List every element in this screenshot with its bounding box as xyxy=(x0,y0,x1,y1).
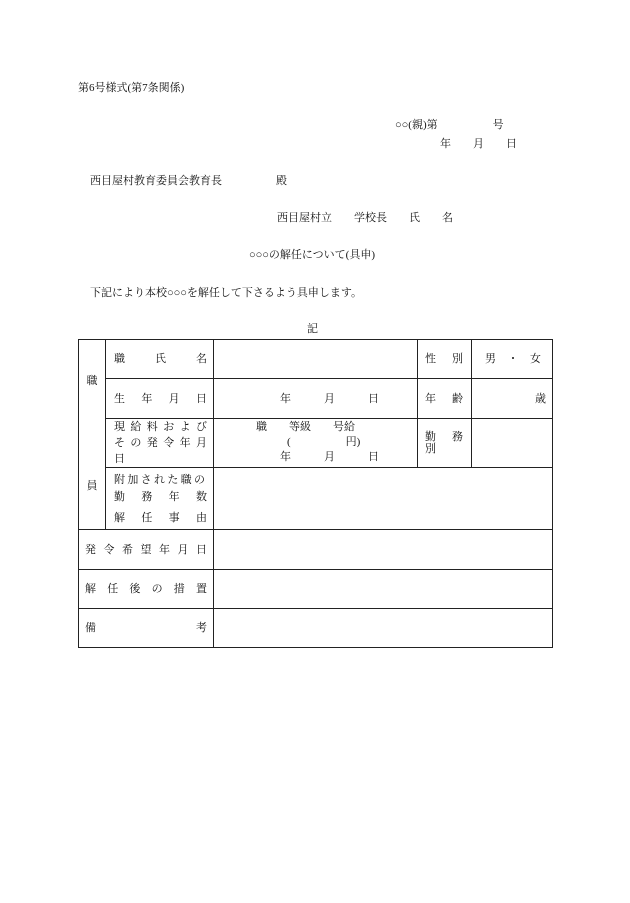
salary-label-cell xyxy=(106,419,214,468)
addressee-honorific: 殿 xyxy=(276,175,287,187)
salary-label-line-1: 現 給 料 お よ び xyxy=(114,421,207,433)
salary-value-date: 年 月 日 xyxy=(280,451,379,463)
sex-label: 性 別 xyxy=(425,353,463,365)
remarks-value-cell xyxy=(214,609,553,648)
additional-label-line-2: 勤 務 年 数 xyxy=(114,491,207,503)
age-unit: 歳 xyxy=(535,392,546,405)
staff-label-top: 職 xyxy=(86,375,98,387)
name-label-cell xyxy=(106,340,214,379)
table-row-post-dismissal xyxy=(79,570,553,609)
table-row-name xyxy=(79,340,553,379)
birth-value-cell xyxy=(214,379,418,419)
form-table xyxy=(78,339,553,648)
document-subject: ○○○の解任について(具申) xyxy=(248,249,376,261)
sender-line: 西目屋村立 学校長 氏 名 xyxy=(277,212,453,224)
salary-label-line-2: そ の 発 令 年 月 日 xyxy=(114,437,207,465)
name-value-cell xyxy=(214,340,418,379)
work-type-label: 勤 務 別 xyxy=(425,431,463,455)
birth-label-cell xyxy=(106,379,214,419)
staff-label-bottom: 員 xyxy=(86,480,98,492)
table-row-additional xyxy=(79,468,553,530)
post-dismissal-label: 解 任 後 の 措 置 xyxy=(85,583,207,595)
table-row-birth xyxy=(79,379,553,419)
remarks-label-cell xyxy=(79,609,214,648)
ki-heading: 記 xyxy=(307,323,318,335)
additional-label-cell xyxy=(106,468,214,530)
appointment-date-value-cell xyxy=(214,530,553,570)
additional-label-line-3: 解 任 事 由 xyxy=(114,512,207,524)
birth-value: 年 月 日 xyxy=(280,392,379,405)
appointment-date-label-cell xyxy=(79,530,214,570)
post-dismissal-value-cell xyxy=(214,570,553,609)
table-row-salary xyxy=(79,419,553,468)
form-number: 第6号様式(第7条関係) xyxy=(78,82,185,94)
document-date: 年 月 日 xyxy=(440,138,517,150)
appointment-date-label: 発 令 希 望 年 月 日 xyxy=(85,543,207,556)
addressee-name: 西目屋村教育委員会教育長 xyxy=(90,175,222,187)
staff-section-cell xyxy=(79,340,106,530)
table-row-remarks xyxy=(79,609,553,648)
remarks-label: 備 考 xyxy=(85,622,207,634)
sex-label-cell xyxy=(418,340,472,379)
work-type-value-cell xyxy=(472,419,553,468)
additional-value-cell xyxy=(214,468,553,530)
salary-value-cell xyxy=(214,419,418,468)
birth-label: 生 年 月 日 xyxy=(114,392,207,405)
additional-label-line-1: 附加された職の xyxy=(114,474,207,486)
sex-options-cell xyxy=(472,340,553,379)
salary-value-amount: ( 円) xyxy=(287,436,361,448)
age-label-cell xyxy=(418,379,472,419)
table-row-appointment-date xyxy=(79,530,553,570)
age-label: 年 齢 xyxy=(425,392,463,405)
document-number: ○○(親)第 号 xyxy=(395,119,504,131)
salary-value-grade: 職 等級 号給 xyxy=(256,421,355,433)
body-text: 下記により本校○○○を解任して下さるよう具申します。 xyxy=(90,287,363,299)
age-value-cell xyxy=(472,379,553,419)
post-dismissal-label-cell xyxy=(79,570,214,609)
sex-options: 男 ・ 女 xyxy=(485,353,541,365)
work-type-label-cell xyxy=(418,419,472,468)
name-label: 職 氏 名 xyxy=(114,353,207,365)
